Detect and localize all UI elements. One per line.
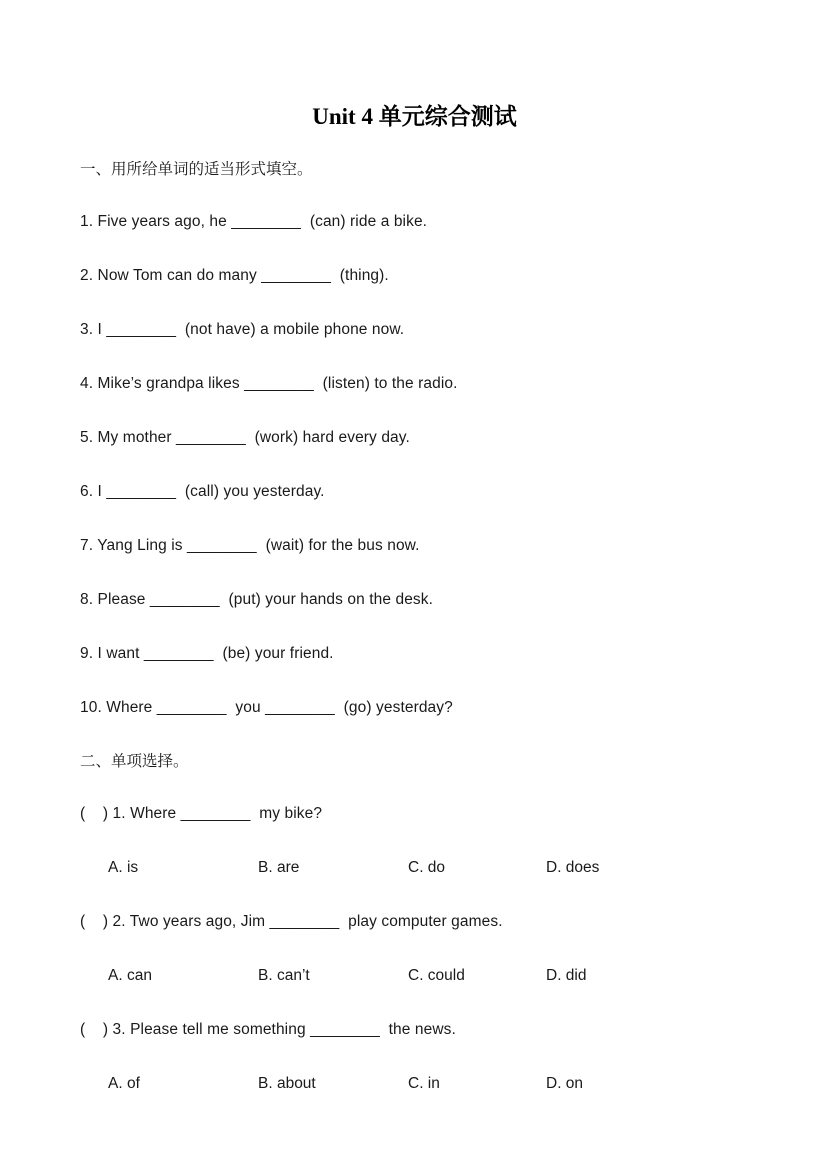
choice-option: C. in xyxy=(408,1075,440,1092)
choice-option: D. does xyxy=(546,859,600,876)
options-row xyxy=(80,965,749,986)
choice-question-stem: ( ) 2. Two years ago, Jim ________ play computer games. xyxy=(80,913,503,930)
choice-option: A. can xyxy=(108,967,152,984)
choice-option: C. could xyxy=(408,967,465,984)
question-line: 5. My mother ________ (work) hard every day. xyxy=(80,429,410,446)
question-line: 7. Yang Ling is ________ (wait) for the bus now. xyxy=(80,537,420,554)
choice-option: B. can’t xyxy=(258,967,310,984)
question-line: 6. I ________ (call) you yesterday. xyxy=(80,483,325,500)
question-line: 10. Where ________ you ________ (go) yesterday? xyxy=(80,699,453,716)
question-line: 3. I ________ (not have) a mobile phone now. xyxy=(80,321,405,338)
question-line: 2. Now Tom can do many ________ (thing). xyxy=(80,267,389,284)
options-row xyxy=(80,857,749,878)
section2-heading: 二、单项选择。 xyxy=(80,753,189,770)
choice-question-stem: ( ) 3. Please tell me something ________ the news. xyxy=(80,1021,456,1038)
choice-option: C. do xyxy=(408,859,446,876)
choice-question-stem: ( ) 1. Where ________ my bike? xyxy=(80,805,323,822)
section1-heading: 一、用所给单词的适当形式填空。 xyxy=(80,161,313,178)
choice-option: A. of xyxy=(108,1075,140,1092)
choice-option: D. did xyxy=(546,967,587,984)
choice-option: B. are xyxy=(258,859,300,876)
choice-option: A. is xyxy=(108,859,139,876)
choice-option: B. about xyxy=(258,1075,316,1092)
question-line: 4. Mike’s grandpa likes ________ (listen) to the radio. xyxy=(80,375,458,392)
page-title: Unit 4 单元综合测试 xyxy=(312,104,517,129)
question-line: 8. Please ________ (put) your hands on the desk. xyxy=(80,591,434,608)
question-line: 9. I want ________ (be) your friend. xyxy=(80,645,334,662)
choice-option: D. on xyxy=(546,1075,584,1092)
question-line: 1. Five years ago, he ________ (can) ride a bike. xyxy=(80,213,428,230)
options-row xyxy=(80,1073,749,1094)
